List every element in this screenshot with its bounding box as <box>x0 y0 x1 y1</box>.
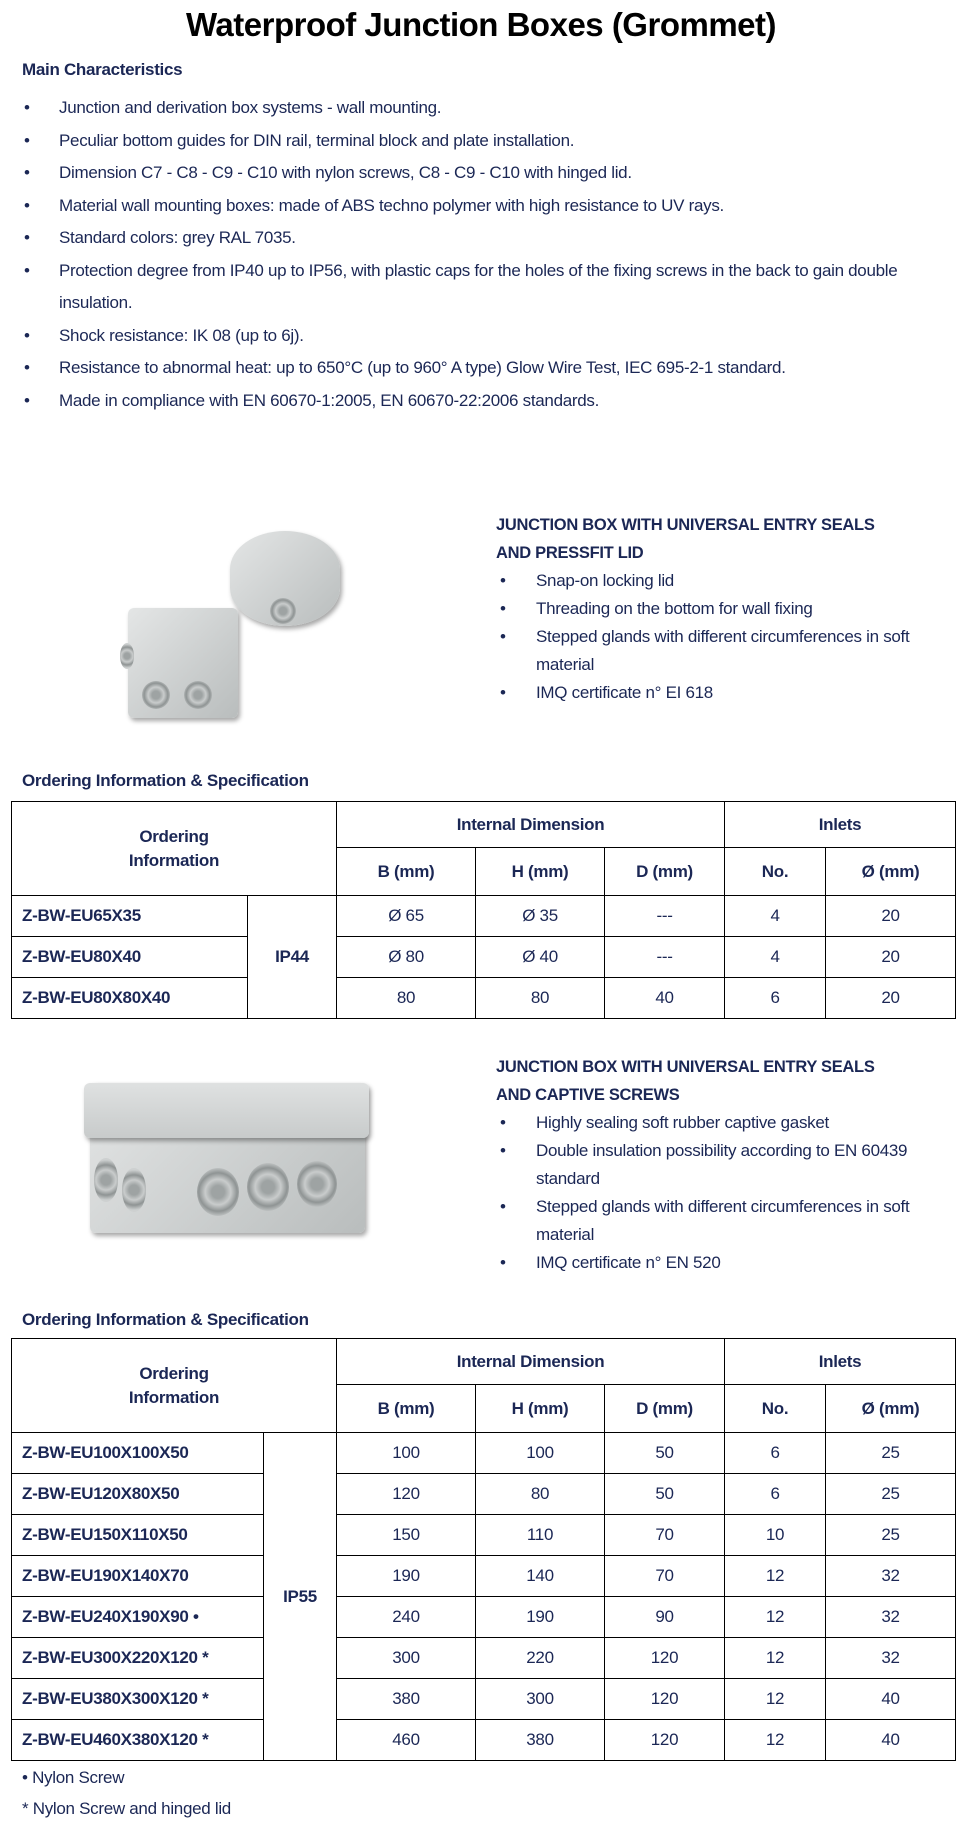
product-code: Z-BW-EU460X380X120 * <box>12 1720 264 1761</box>
list-item-text: Peculiar bottom guides for DIN rail, terminal block and plate installation. <box>59 130 575 150</box>
list-item-text: Resistance to abnormal heat: up to 650°C (up to 960° A type) Glow Wire Test, IEC 695-2-1 standard. <box>59 358 786 377</box>
product2-heading-line1: JUNCTION BOX WITH UNIVERSAL ENTRY SEALS <box>496 1058 875 1076</box>
cell-dia: 40 <box>826 1679 956 1720</box>
spec-table-ip55 <box>11 1338 956 1761</box>
cell-d: --- <box>605 896 725 937</box>
product2-features <box>500 1109 956 1277</box>
list-item-text: Standard colors: grey RAL 7035. <box>59 228 296 247</box>
cell-b: 240 <box>337 1597 476 1638</box>
product1-description <box>496 511 956 707</box>
list-item <box>0 320 950 353</box>
bullet-icon: • <box>24 390 30 410</box>
bullet-icon: • <box>500 571 506 590</box>
list-item <box>500 1193 956 1249</box>
product-code: Z-BW-EU300X220X120 * <box>12 1638 264 1679</box>
page-title: Waterproof Junction Boxes (Grommet) <box>186 6 776 43</box>
table-row <box>12 1679 956 1720</box>
product-code: Z-BW-EU120X80X50 <box>12 1474 264 1515</box>
product-code: Z-BW-EU65X35 <box>12 896 248 937</box>
cell-dia: 20 <box>826 978 956 1019</box>
table-row <box>12 1638 956 1679</box>
ordering-header-line1: Ordering <box>139 826 209 846</box>
ordering-heading-1: Ordering Information & Specification <box>22 771 309 790</box>
bullet-icon: • <box>24 358 30 377</box>
list-item <box>0 352 950 385</box>
cell-dia: 32 <box>826 1556 956 1597</box>
list-item <box>0 92 950 125</box>
round-and-square-junction-box-image <box>110 513 360 723</box>
bullet-icon: • <box>500 1113 506 1132</box>
cell-d: 40 <box>605 978 725 1019</box>
cell-h: 300 <box>476 1679 605 1720</box>
bullet-icon: • <box>500 627 506 646</box>
product1-features <box>500 567 956 707</box>
table-row <box>12 1597 956 1638</box>
cell-b: Ø 65 <box>337 896 476 937</box>
list-item <box>500 567 956 595</box>
list-item <box>0 222 950 255</box>
cell-b: 460 <box>337 1720 476 1761</box>
table-row <box>12 1474 956 1515</box>
column-header-no: No. <box>725 848 826 896</box>
ordering-header-line2: Information <box>128 850 220 870</box>
product-code: Z-BW-EU150X110X50 <box>12 1515 264 1556</box>
cell-b: 380 <box>337 1679 476 1720</box>
cell-b: 100 <box>337 1433 476 1474</box>
internal-dimension-header: Internal Dimension <box>337 1339 725 1385</box>
column-header-b: B (mm) <box>337 1385 476 1433</box>
column-header-d: D (mm) <box>605 1385 725 1433</box>
cell-dia: 20 <box>826 937 956 978</box>
cell-b: 300 <box>337 1638 476 1679</box>
cell-dia: 25 <box>826 1474 956 1515</box>
list-item-text: Highly sealing soft rubber captive gasket <box>536 1113 829 1132</box>
bullet-icon: • <box>24 195 30 215</box>
bullet-icon: • <box>24 325 30 345</box>
protection-rating: IP55 <box>264 1433 337 1761</box>
cell-d: --- <box>605 937 725 978</box>
cell-b: 120 <box>337 1474 476 1515</box>
header-row <box>12 802 956 848</box>
cell-h: 380 <box>476 1720 605 1761</box>
list-item-text: Snap-on locking lid <box>536 571 674 590</box>
cell-b: Ø 80 <box>337 937 476 978</box>
column-header-d: D (mm) <box>605 848 725 896</box>
list-item-text: Material wall mounting boxes: made of ABS techno polymer with high resistance to UV rays. <box>59 195 724 215</box>
footnote-nylon-screw: • Nylon Screw <box>22 1768 125 1787</box>
cell-no: 4 <box>725 937 826 978</box>
cell-h: 100 <box>476 1433 605 1474</box>
list-item-text: Stepped glands with different circumferences in soft material <box>536 1197 910 1244</box>
cell-no: 12 <box>725 1679 826 1720</box>
cell-d: 70 <box>605 1556 725 1597</box>
product1-heading-line1: JUNCTION BOX WITH UNIVERSAL ENTRY SEALS <box>496 516 875 534</box>
table-row <box>12 1720 956 1761</box>
cell-dia: 32 <box>826 1638 956 1679</box>
table-row <box>12 937 956 978</box>
footnote-nylon-screw-hinged-lid: * Nylon Screw and hinged lid <box>22 1799 231 1818</box>
bullet-icon: • <box>500 1253 506 1272</box>
product1-heading-line2: AND PRESSFIT LID <box>496 544 644 562</box>
cell-no: 12 <box>725 1638 826 1679</box>
list-item <box>500 595 956 623</box>
product-code: Z-BW-EU190X140X70 <box>12 1556 264 1597</box>
main-characteristics-list <box>0 92 950 417</box>
cell-d: 70 <box>605 1515 725 1556</box>
bullet-icon: • <box>24 260 30 280</box>
product-code: Z-BW-EU240X190X90 • <box>12 1597 264 1638</box>
main-characteristics-heading: Main Characteristics <box>22 60 183 79</box>
list-item <box>0 255 950 320</box>
cell-no: 6 <box>725 978 826 1019</box>
list-item-text: Stepped glands with different circumferences in soft material <box>536 627 910 674</box>
product2-heading-line2: AND CAPTIVE SCREWS <box>496 1086 680 1104</box>
cell-h: 190 <box>476 1597 605 1638</box>
inlets-header: Inlets <box>725 1339 956 1385</box>
cell-b: 150 <box>337 1515 476 1556</box>
cell-h: Ø 35 <box>476 896 605 937</box>
list-item-text: IMQ certificate n° EI 618 <box>536 683 713 702</box>
cell-dia: 40 <box>826 1720 956 1761</box>
product-code: Z-BW-EU80X80X40 <box>12 978 248 1019</box>
cell-h: Ø 40 <box>476 937 605 978</box>
bullet-icon: • <box>500 1197 506 1216</box>
spec-table-ip44 <box>11 801 956 1019</box>
product-code: Z-BW-EU100X100X50 <box>12 1433 264 1474</box>
rectangular-junction-box-image <box>82 1073 372 1248</box>
table-row <box>12 1515 956 1556</box>
bullet-icon: • <box>500 599 506 618</box>
ordering-header-line1: Ordering <box>139 1363 209 1383</box>
bullet-icon: • <box>500 683 506 702</box>
cell-no: 12 <box>725 1720 826 1761</box>
internal-dimension-header: Internal Dimension <box>337 802 725 848</box>
bullet-icon: • <box>24 163 30 182</box>
list-item <box>0 190 950 223</box>
table-row <box>12 1556 956 1597</box>
cell-no: 6 <box>725 1433 826 1474</box>
bullet-icon: • <box>500 1141 506 1160</box>
protection-rating: IP44 <box>248 896 337 1019</box>
list-item-text: Junction and derivation box systems - wall mounting. <box>59 98 442 117</box>
cell-d: 90 <box>605 1597 725 1638</box>
cell-d: 120 <box>605 1720 725 1761</box>
cell-no: 10 <box>725 1515 826 1556</box>
column-header-b: B (mm) <box>337 848 476 896</box>
cell-h: 220 <box>476 1638 605 1679</box>
table-row <box>12 1433 956 1474</box>
ordering-information-header <box>12 802 337 896</box>
list-item-text: IMQ certificate n° EN 520 <box>536 1253 721 1272</box>
table-row <box>12 978 956 1019</box>
cell-no: 6 <box>725 1474 826 1515</box>
cell-no: 4 <box>725 896 826 937</box>
cell-h: 110 <box>476 1515 605 1556</box>
product-code: Z-BW-EU380X300X120 * <box>12 1679 264 1720</box>
column-header-h: H (mm) <box>476 848 605 896</box>
list-item-text: Shock resistance: IK 08 (up to 6j). <box>59 325 304 345</box>
list-item <box>0 385 950 418</box>
list-item <box>500 1249 956 1277</box>
bullet-icon: • <box>24 98 30 117</box>
list-item <box>500 1137 956 1193</box>
ordering-header-line2: Information <box>128 1387 220 1407</box>
header-row <box>12 1339 956 1385</box>
cell-dia: 32 <box>826 1597 956 1638</box>
list-item-text: Dimension C7 - C8 - C9 - C10 with nylon screws, C8 - C9 - C10 with hinged lid. <box>59 163 632 182</box>
cell-h: 140 <box>476 1556 605 1597</box>
list-item <box>0 157 950 190</box>
list-item-text: Protection degree from IP40 up to IP56, with plastic caps for the holes of the fixing screws in the back to gain double insulation. <box>59 260 898 312</box>
product-code: Z-BW-EU80X40 <box>12 937 248 978</box>
ordering-information-header <box>12 1339 337 1433</box>
product2-description <box>496 1053 956 1277</box>
list-item <box>500 1109 956 1137</box>
list-item-text: Made in compliance with EN 60670-1:2005, EN 60670-22:2006 standards. <box>59 390 600 410</box>
cell-d: 50 <box>605 1433 725 1474</box>
cell-d: 120 <box>605 1679 725 1720</box>
cell-h: 80 <box>476 1474 605 1515</box>
ordering-heading-2: Ordering Information & Specification <box>22 1310 309 1329</box>
list-item <box>500 623 956 679</box>
column-header-no: No. <box>725 1385 826 1433</box>
cell-d: 120 <box>605 1638 725 1679</box>
bullet-icon: • <box>24 228 30 247</box>
column-header-dia: Ø (mm) <box>826 1385 956 1433</box>
list-item-text: Double insulation possibility according to EN 60439 standard <box>536 1141 908 1188</box>
cell-b: 190 <box>337 1556 476 1597</box>
table-row <box>12 896 956 937</box>
cell-h: 80 <box>476 978 605 1019</box>
inlets-header: Inlets <box>725 802 956 848</box>
cell-d: 50 <box>605 1474 725 1515</box>
cell-no: 12 <box>725 1597 826 1638</box>
list-item <box>0 125 950 158</box>
column-header-dia: Ø (mm) <box>826 848 956 896</box>
cell-dia: 25 <box>826 1433 956 1474</box>
cell-dia: 20 <box>826 896 956 937</box>
list-item <box>500 679 956 707</box>
cell-b: 80 <box>337 978 476 1019</box>
column-header-h: H (mm) <box>476 1385 605 1433</box>
bullet-icon: • <box>24 130 30 150</box>
cell-dia: 25 <box>826 1515 956 1556</box>
cell-no: 12 <box>725 1556 826 1597</box>
list-item-text: Threading on the bottom for wall fixing <box>536 599 813 618</box>
